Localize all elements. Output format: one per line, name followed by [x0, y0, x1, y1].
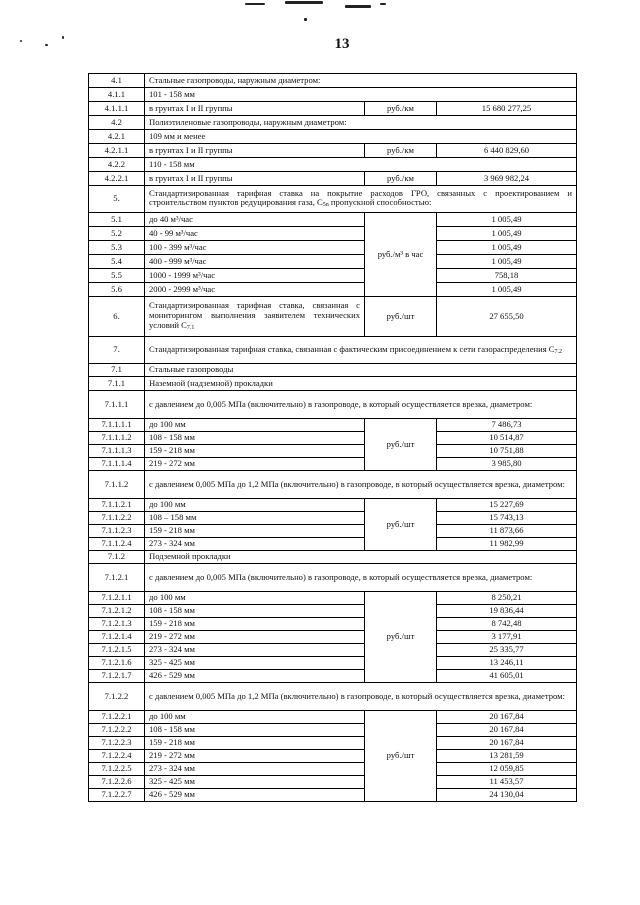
- row-value: 6 440 829,60: [437, 144, 577, 158]
- row-number: 5.6: [89, 283, 145, 297]
- row-unit: руб./км: [365, 144, 437, 158]
- row-number: 7.1.2.1.2: [89, 605, 145, 618]
- row-number: 7.1.2.2.7: [89, 789, 145, 802]
- row-text: с давлением 0,005 МПа до 1,2 МПа (включительно) в газопроводе, в который осуществляется врезка, диаметром:: [145, 471, 577, 499]
- row-text: 159 - 218 мм: [145, 525, 365, 538]
- table-row: [89, 74, 577, 88]
- table-row: [89, 724, 577, 737]
- table-row: [89, 283, 577, 297]
- row-number: 7.1.2.2.1: [89, 711, 145, 724]
- row-text: 100 - 399 м³/час: [145, 241, 365, 255]
- table-row: [89, 711, 577, 724]
- row-text: 108 - 158 мм: [145, 605, 365, 618]
- row-text: 1000 - 1999 м³/час: [145, 269, 365, 283]
- row-unit: руб./шт: [365, 499, 437, 551]
- table-row: [89, 644, 577, 657]
- table-row: [89, 776, 577, 789]
- row-value: 13 246,11: [437, 657, 577, 670]
- row-text-main: Стандартизированная тарифная ставка, связанная с мониторингом выполнения заявителем технических условий С: [149, 300, 360, 330]
- table-row: [89, 471, 577, 499]
- row-text: 325 - 425 мм: [145, 776, 365, 789]
- row-value: 1 005,49: [437, 213, 577, 227]
- row-text: 273 - 324 мм: [145, 644, 365, 657]
- table-row: [89, 551, 577, 564]
- row-text: Стальные газопроводы: [145, 364, 577, 377]
- row-number: 7.1.2.2.5: [89, 763, 145, 776]
- row-text: до 100 мм: [145, 419, 365, 432]
- row-text: 101 - 158 мм: [145, 88, 577, 102]
- table-row: [89, 255, 577, 269]
- row-text-main: Стандартизированная тарифная ставка, связанная с фактическим присоединением к сети газораспределения С: [149, 343, 555, 354]
- table-row: [89, 419, 577, 432]
- row-value: 11 873,66: [437, 525, 577, 538]
- row-number: 7.1.2.1.1: [89, 592, 145, 605]
- row-text: 273 - 324 мм: [145, 538, 365, 551]
- row-value: 3 985,80: [437, 458, 577, 471]
- table-row: [89, 737, 577, 750]
- table-row: [89, 525, 577, 538]
- row-value: 1 005,49: [437, 255, 577, 269]
- row-value: 27 655,50: [437, 297, 577, 337]
- row-number: 7.1: [89, 364, 145, 377]
- row-text: до 100 мм: [145, 499, 365, 512]
- row-number: 4.1.1.1: [89, 102, 145, 116]
- table-row: [89, 458, 577, 471]
- row-number: 7.1.2.1.6: [89, 657, 145, 670]
- row-number: 7.1.2.1.4: [89, 631, 145, 644]
- table-row: [89, 670, 577, 683]
- table-row: [89, 763, 577, 776]
- table-row: [89, 432, 577, 445]
- table-row: [89, 269, 577, 283]
- row-number: 7.1.2.2.2: [89, 724, 145, 737]
- row-value: 11 453,57: [437, 776, 577, 789]
- row-value: 13 281,59: [437, 750, 577, 763]
- row-number: 5.5: [89, 269, 145, 283]
- row-text: 426 - 529 мм: [145, 789, 365, 802]
- row-number: 7.1.1.2.1: [89, 499, 145, 512]
- row-number: 4.2.1.1: [89, 144, 145, 158]
- row-value: 25 335,77: [437, 644, 577, 657]
- row-unit: руб./км: [365, 172, 437, 186]
- row-number: 5.1: [89, 213, 145, 227]
- row-text: 219 - 272 мм: [145, 750, 365, 763]
- row-unit: руб./км: [365, 102, 437, 116]
- table-row: [89, 564, 577, 592]
- row-text: 159 - 218 мм: [145, 618, 365, 631]
- row-unit: руб./шт: [365, 592, 437, 683]
- row-number: 7.1.2.2: [89, 683, 145, 711]
- row-text: в грунтах I и II группы: [145, 144, 365, 158]
- row-text: в грунтах I и II группы: [145, 102, 365, 116]
- row-text-subscript: 7.2: [554, 348, 563, 355]
- table-row: [89, 227, 577, 241]
- row-number: 4.2.2.1: [89, 172, 145, 186]
- row-unit: руб./шт: [365, 419, 437, 471]
- row-number: 7.1.1: [89, 377, 145, 391]
- table-row: [89, 605, 577, 618]
- row-number: 7.1.1.2.3: [89, 525, 145, 538]
- row-text-tail: пропускной способностью:: [328, 197, 432, 208]
- row-number: 4.2.2: [89, 158, 145, 172]
- table-row: [89, 213, 577, 227]
- row-number: 6.: [89, 297, 145, 337]
- scan-speck: [285, 1, 323, 4]
- row-number: 7.1.1.2.2: [89, 512, 145, 525]
- row-text: 110 - 158 мм: [145, 158, 577, 172]
- row-number: 7.1.2.1.3: [89, 618, 145, 631]
- row-number: 7.1.1.1.3: [89, 445, 145, 458]
- table-row: [89, 337, 577, 364]
- row-text-subscript: 5n: [322, 202, 329, 209]
- row-text-main: Стандартизированная тарифная ставка на покрытие расходов ГРО, связанных с проектированием и строительством пунктов редуцирования газа, С: [149, 187, 572, 208]
- row-text: 219 - 272 мм: [145, 458, 365, 471]
- table-row: [89, 499, 577, 512]
- row-text: 108 - 158 мм: [145, 724, 365, 737]
- table-row: [89, 116, 577, 130]
- row-text: 273 - 324 мм: [145, 763, 365, 776]
- row-text: 108 – 158 мм: [145, 512, 365, 525]
- table-row: [89, 241, 577, 255]
- row-number: 7.1.1.1.4: [89, 458, 145, 471]
- row-text: Подземной прокладки: [145, 551, 577, 564]
- row-text: 108 - 158 мм: [145, 432, 365, 445]
- row-value: 1 005,49: [437, 283, 577, 297]
- row-text: до 100 мм: [145, 711, 365, 724]
- row-value: 10 751,88: [437, 445, 577, 458]
- row-unit: руб./м³ в час: [365, 213, 437, 297]
- row-number: 7.1.1.1.1: [89, 419, 145, 432]
- table-row: [89, 445, 577, 458]
- row-value: 8 250,21: [437, 592, 577, 605]
- row-value: 1 005,49: [437, 227, 577, 241]
- row-number: 5.3: [89, 241, 145, 255]
- row-value: 1 005,49: [437, 241, 577, 255]
- row-number: 7.1.2.2.4: [89, 750, 145, 763]
- table-row: [89, 297, 577, 337]
- table-row: [89, 88, 577, 102]
- row-text: 400 - 999 м³/час: [145, 255, 365, 269]
- row-value: 7 486,73: [437, 419, 577, 432]
- row-number: 7.1.2: [89, 551, 145, 564]
- table-row: [89, 512, 577, 525]
- row-text: 2000 - 2999 м³/час: [145, 283, 365, 297]
- row-value: 12 059,85: [437, 763, 577, 776]
- row-value: 24 130,04: [437, 789, 577, 802]
- table-row: [89, 789, 577, 802]
- row-number: 5.: [89, 186, 145, 213]
- row-number: 4.2: [89, 116, 145, 130]
- scan-speck: [345, 5, 371, 8]
- row-text: 40 - 99 м³/час: [145, 227, 365, 241]
- page-number: 13: [334, 36, 350, 52]
- row-number: 4.1.1: [89, 88, 145, 102]
- row-number: 7.1.2.1: [89, 564, 145, 592]
- row-value: 20 167,84: [437, 724, 577, 737]
- row-number: 5.2: [89, 227, 145, 241]
- row-text: 219 - 272 мм: [145, 631, 365, 644]
- table-row: [89, 364, 577, 377]
- scan-speck: [245, 3, 265, 5]
- row-value: 3 177,91: [437, 631, 577, 644]
- row-text: до 100 мм: [145, 592, 365, 605]
- row-number: 4.1: [89, 74, 145, 88]
- table-row: [89, 102, 577, 116]
- row-text: в грунтах I и II группы: [145, 172, 365, 186]
- table-row: [89, 592, 577, 605]
- row-value: 15 680 277,25: [437, 102, 577, 116]
- row-text: 426 - 529 мм: [145, 670, 365, 683]
- table-row: [89, 158, 577, 172]
- row-value: 41 605,01: [437, 670, 577, 683]
- table-row: [89, 631, 577, 644]
- row-text-subscript: 7.1: [186, 324, 195, 331]
- table-row: [89, 377, 577, 391]
- row-value: 3 969 982,24: [437, 172, 577, 186]
- table-row: [89, 172, 577, 186]
- row-text: [145, 297, 365, 337]
- row-text: [145, 337, 577, 364]
- row-number: 7.1.1.2.4: [89, 538, 145, 551]
- row-number: 7.1.1.1: [89, 391, 145, 419]
- row-text: 109 мм и менее: [145, 130, 577, 144]
- tariff-table: [88, 73, 577, 802]
- row-value: 19 836,44: [437, 605, 577, 618]
- table-row: [89, 130, 577, 144]
- table-row: [89, 618, 577, 631]
- row-number: 7.1.2.2.6: [89, 776, 145, 789]
- row-text: 325 - 425 мм: [145, 657, 365, 670]
- row-text: с давлением до 0,005 МПа (включительно) в газопроводе, в который осуществляется врезка, диаметром:: [145, 391, 577, 419]
- row-value: 10 514,87: [437, 432, 577, 445]
- scan-speck: [380, 3, 386, 5]
- row-number: 7.: [89, 337, 145, 364]
- row-value: 11 982,99: [437, 538, 577, 551]
- row-text: 159 - 218 мм: [145, 737, 365, 750]
- row-unit: руб./шт: [365, 711, 437, 802]
- row-number: 7.1.2.2.3: [89, 737, 145, 750]
- row-number: 5.4: [89, 255, 145, 269]
- row-number: 4.2.1: [89, 130, 145, 144]
- row-text: до 40 м³/час: [145, 213, 365, 227]
- row-value: 20 167,84: [437, 711, 577, 724]
- row-unit: руб./шт: [365, 297, 437, 337]
- row-number: 7.1.2.1.5: [89, 644, 145, 657]
- scan-speck: [304, 18, 307, 21]
- table-row: [89, 144, 577, 158]
- row-text: с давлением 0,005 МПа до 1,2 МПа (включительно) в газопроводе, в который осуществляется врезка, диаметром:: [145, 683, 577, 711]
- row-number: 7.1.1.2: [89, 471, 145, 499]
- row-value: 20 167,84: [437, 737, 577, 750]
- table-row: [89, 683, 577, 711]
- row-text: с давлением до 0,005 МПа (включительно) в газопроводе, в который осуществляется врезка, диаметром:: [145, 564, 577, 592]
- row-number: 7.1.1.1.2: [89, 432, 145, 445]
- row-value: 15 743,13: [437, 512, 577, 525]
- table-row: [89, 391, 577, 419]
- row-text: 159 - 218 мм: [145, 445, 365, 458]
- row-value: 758,18: [437, 269, 577, 283]
- row-number: 7.1.2.1.7: [89, 670, 145, 683]
- table-row: [89, 657, 577, 670]
- table-row: [89, 750, 577, 763]
- row-text: [145, 186, 577, 213]
- row-text: Наземной (надземной) прокладки: [145, 377, 577, 391]
- table-row: [89, 538, 577, 551]
- table-row: [89, 186, 577, 213]
- row-value: 15 227,69: [437, 499, 577, 512]
- row-text: Полиэтиленовые газопроводы, наружным диаметром:: [145, 116, 577, 130]
- row-value: 8 742,48: [437, 618, 577, 631]
- row-text: Стальные газопроводы, наружным диаметром:: [145, 74, 577, 88]
